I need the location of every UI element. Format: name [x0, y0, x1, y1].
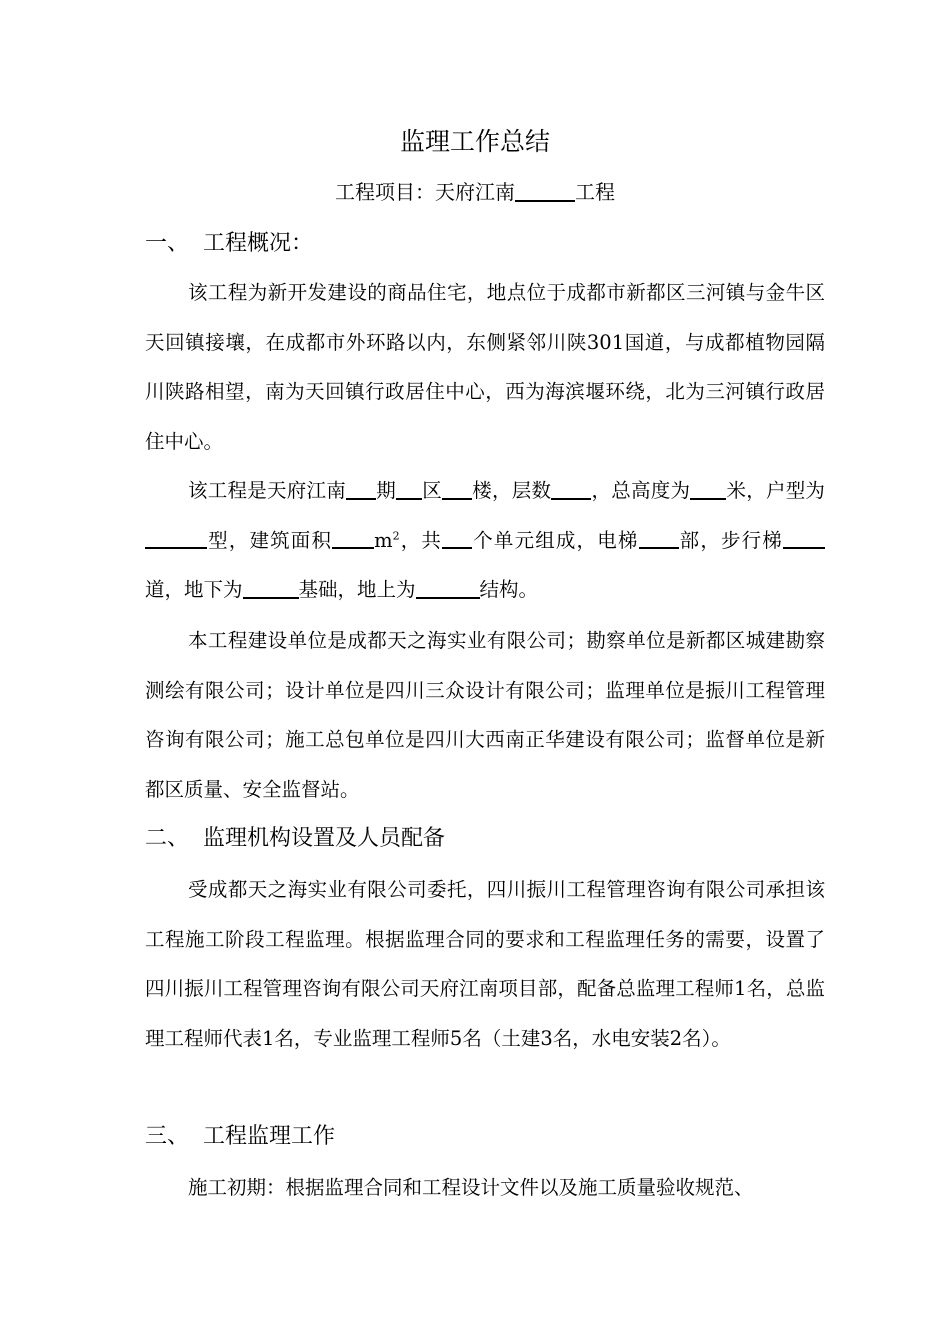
text-segment: 楼，层数 [471, 479, 552, 502]
text-segment: 型，建筑面积 [207, 528, 333, 552]
text-segment: 部，步行梯 [678, 528, 783, 552]
paragraph-project-specs [145, 466, 825, 615]
subtitle-prefix: 工程项目：天府江南 [335, 180, 515, 204]
text-segment: 期 [375, 479, 396, 502]
paragraph-organization: 受成都天之海实业有限公司委托，四川振川工程管理咨询有限公司承担该工程施工阶段工程监理。根据监理合同的要求和工程监理任务的需要，设置了四川振川工程管理咨询有限公司天府江南项目部，配备总监理工程师1名，总监理工程师代表1名，专业监理工程师5名（土建3名，水电安装2名）。 [145, 878, 825, 1050]
text-segment: m [374, 528, 393, 552]
blank-structure [416, 576, 480, 598]
blank-units [442, 527, 472, 549]
section-heading-1 [145, 226, 825, 262]
document-subtitle [0, 174, 950, 210]
paragraph-participating-units: 本工程建设单位是成都天之海实业有限公司；勘察单位是新都区城建勘察测绘有限公司；设计单位是四川三众设计有限公司；监理单位是振川工程管理咨询有限公司；施工总包单位是四川大西南正华建设有限公司；监督单位是新都区质量、安全监督站。 [145, 629, 825, 801]
paragraph-initial-stage: 施工初期：根据监理合同和工程设计文件以及施工质量验收规范、 [188, 1176, 754, 1199]
text-segment: 基础，地上为 [298, 578, 416, 601]
superscript: 2 [392, 529, 400, 542]
text-segment: 区 [421, 479, 442, 502]
blank-floors [551, 477, 591, 499]
text-segment: 结构。 [479, 578, 539, 601]
blank-area [396, 477, 422, 499]
text-segment: ，共 [399, 528, 443, 552]
blank-phase [346, 477, 376, 499]
text-segment: 米，户型为 [726, 479, 825, 502]
blank-elevators [639, 527, 679, 549]
subtitle-suffix: 工程 [575, 180, 615, 204]
blank-foundation [243, 576, 299, 598]
blank-floor-area [332, 527, 374, 549]
section-title: 工程监理工作 [203, 1124, 336, 1149]
text-segment: 个单元组成，电梯 [472, 528, 639, 552]
text-segment: ，总高度为 [591, 479, 691, 502]
text-segment: 该工程是天府江南 [188, 479, 346, 502]
blank-height [690, 477, 726, 499]
section-number: 一、 [145, 231, 190, 256]
blank-stairs [783, 527, 825, 549]
blank-building [442, 477, 472, 499]
blank-project-name [515, 179, 575, 202]
section-title: 工程概况： [203, 231, 314, 256]
section-heading-3 [145, 1119, 825, 1155]
section-heading-2 [145, 821, 825, 857]
paragraph-project-location: 该工程为新开发建设的商品住宅，地点位于成都市新都区三河镇与金牛区天回镇接壤，在成都市外环路以内，东侧紧邻川陕301国道，与成都植物园隔川陕路相望，南为天回镇行政居住中心，西为海滨堰环绕，北为三河镇行政居住中心。 [145, 281, 825, 453]
section-number: 二、 [145, 826, 190, 851]
blank-unit-type [145, 527, 207, 549]
text-segment: 道，地下为 [145, 578, 243, 601]
section-number: 三、 [145, 1124, 190, 1149]
document-title: 监理工作总结 [399, 127, 550, 156]
section-title: 监理机构设置及人员配备 [203, 826, 446, 851]
